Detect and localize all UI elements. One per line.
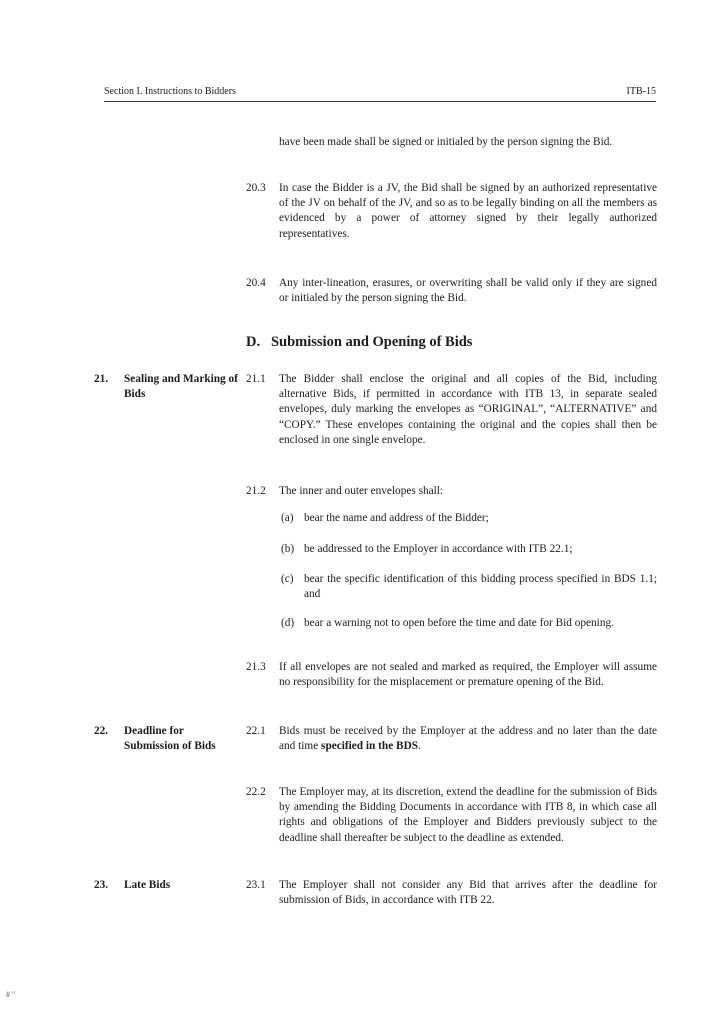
clause-21-1-text: The Bidder shall enclose the original and all copies of the Bid, including alternative Bids, if permitted in accordance with ITB 13, in separate sealed envelopes, duly marking the envelopes as “ORIGINAL”, “ALTERNATIVE” and “COPY.” These envelopes containing the original and the copies shall then be enclosed in one single envelope. [279,373,657,446]
page-header [104,86,656,102]
section-title: D. Submission and Opening of Bids [246,334,473,350]
clause-number: 21.2 [246,485,266,497]
header-page-number: ITB-15 [626,86,656,97]
header-section-title: Section I. Instructions to Bidders [104,86,236,97]
list-item-label: (c) [281,573,294,585]
side-heading-title: Late Bids [124,879,171,891]
clause-number: 20.4 [246,277,266,289]
paragraph-continued: have been made shall be signed or initialed by the person signing the Bid. [279,136,613,148]
clause-text-emphasis: specified in the BDS [321,740,419,753]
clause-22-1-text [279,724,657,754]
list-item: bear the specific identification of this bidding process specified in BDS 1.1; and [304,573,657,601]
clause-number: 23.1 [246,879,266,891]
page-corner-mark: # '' [6,990,15,999]
side-heading-21 [94,372,244,412]
list-item: bear a warning not to open before the time and date for Bid opening. [304,617,614,629]
side-heading-23 [94,878,244,898]
clause-number: 22.2 [246,786,266,798]
list-item-label: (b) [281,543,295,555]
list-item-label: (a) [281,512,294,524]
side-heading-title: Deadline for Submission of Bids [124,725,216,753]
clause-text-part: . [418,740,421,753]
clause-21-3-text: If all envelopes are not sealed and marked as required, the Employer will assume no responsibility for the misplacement or premature opening of the Bid. [279,661,657,689]
clause-text-part: Bids must be received by the Employer at the address and no later than the date and time [279,725,657,753]
clause-number: 21.3 [246,661,266,673]
side-heading-number: 21. [94,373,109,385]
list-item-label: (d) [281,617,295,629]
clause-20-4-text: Any inter-lineation, erasures, or overwriting shall be valid only if they are signed or initialed by the person signing the Bid. [279,277,657,305]
clause-number: 21.1 [246,373,266,385]
clause-23-1-text: The Employer shall not consider any Bid that arrives after the deadline for submission of Bids, in accordance with ITB 22. [279,879,657,907]
side-heading-number: 23. [94,879,109,891]
list-item: be addressed to the Employer in accordance with ITB 22.1; [304,543,573,555]
side-heading-22 [94,724,244,774]
clause-22-2-text: The Employer may, at its discretion, extend the deadline for the submission of Bids by amending the Bidding Documents in accordance with ITB 8, in which case all rights and obligations of the Employer and Bidders previously subject to the deadline shall thereafter be subject to the deadline as extended. [279,786,657,844]
clause-number: 20.3 [246,182,266,194]
side-heading-number: 22. [94,725,109,737]
list-item: bear the name and address of the Bidder; [304,512,489,524]
clause-21-2-text: The inner and outer envelopes shall: [279,485,444,497]
clause-number: 22.1 [246,725,266,737]
side-heading-title: Sealing and Marking of Bids [124,373,238,401]
clause-20-3-text: In case the Bidder is a JV, the Bid shall be signed by an authorized representative of the JV on behalf of the JV, and so as to be legally binding on all the members as evidenced by a power of attorney signed by their legally authorized representatives. [279,182,657,240]
